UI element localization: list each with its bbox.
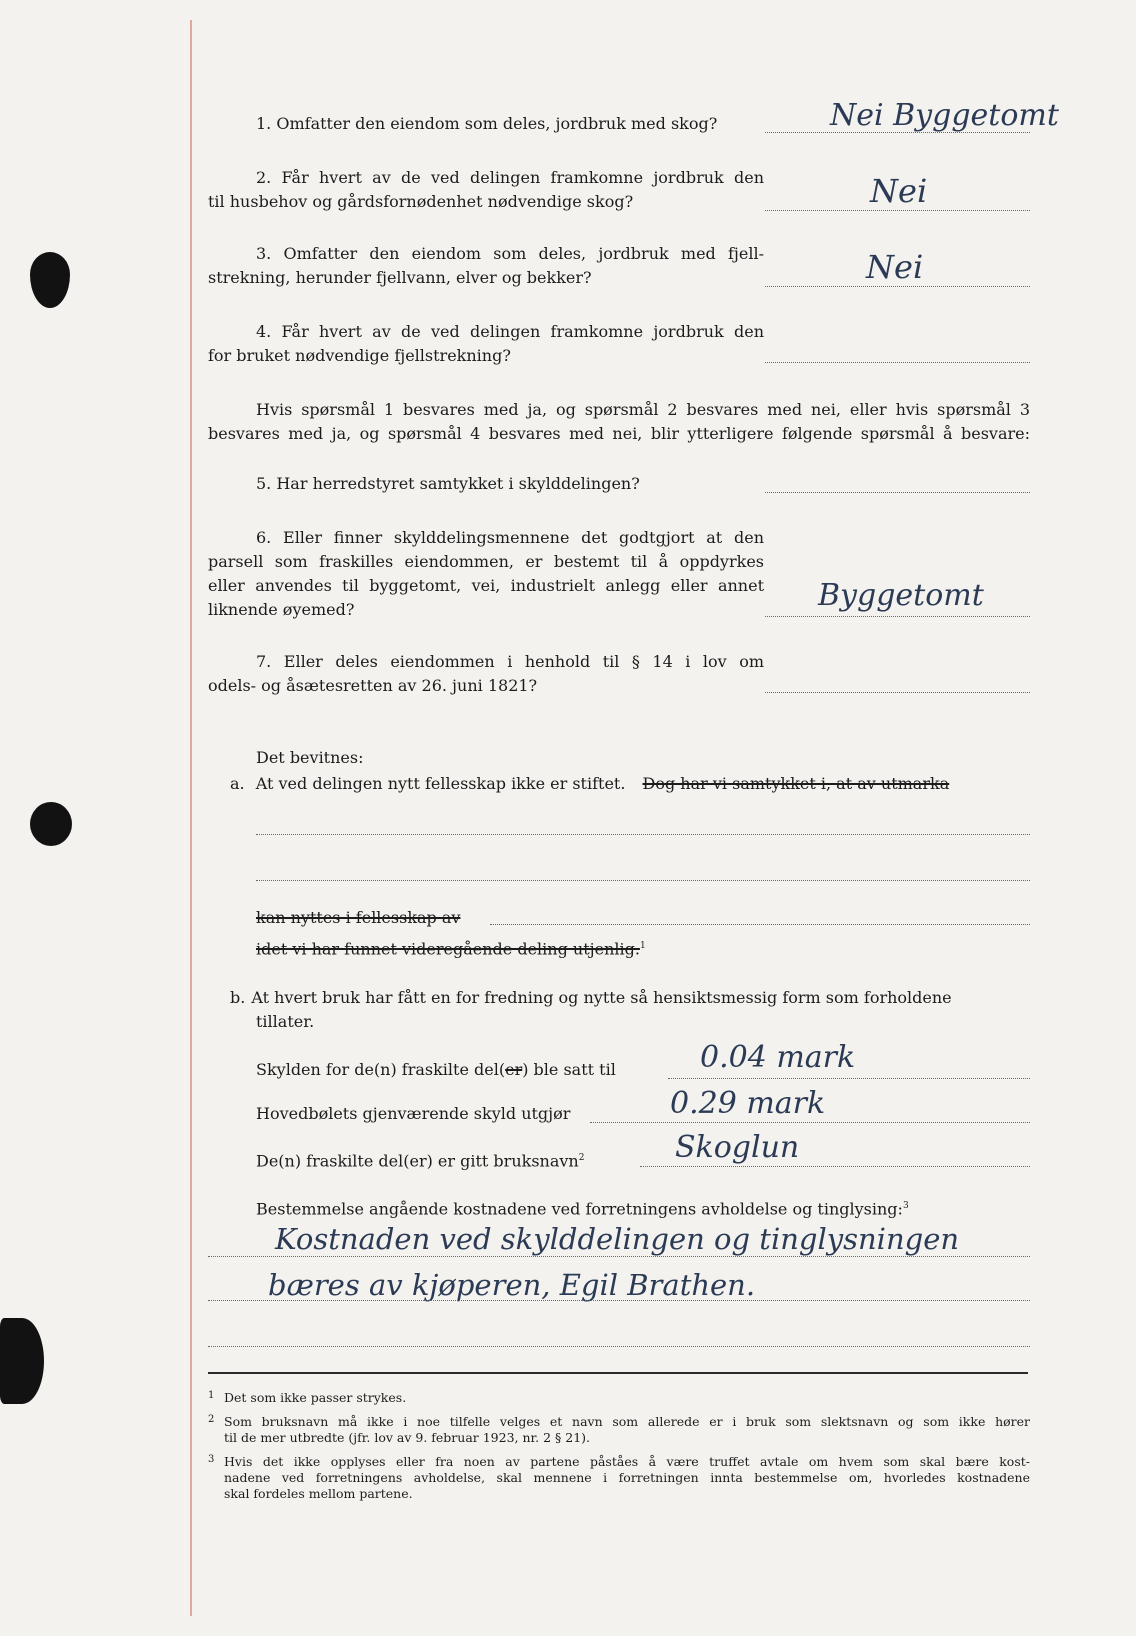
kost-label — [256, 1194, 909, 1221]
question-3-line1: 3. Omfatter den eiendom som deles, jordbruk med fjell- — [256, 244, 764, 263]
testimony-b-label: b. — [230, 988, 246, 1007]
question-2-line2: til husbehov og gårdsfornødenhet nødvendige skog? — [208, 192, 634, 211]
testimony-a-line-2 — [256, 880, 1030, 881]
answer-line-7 — [765, 692, 1030, 693]
footnote-3-num: 3 — [208, 1454, 215, 1465]
question-6-line4: liknende øyemed? — [208, 600, 355, 619]
kost-line2-handwritten: bæres av kjøperen, Egil Brathen. — [268, 1268, 756, 1302]
footnote-3-line3: skal fordeles mellom partene. — [224, 1486, 413, 1501]
question-3-line2: strekning, herunder fjellvann, elver og bekker? — [208, 268, 592, 287]
hoved-line — [590, 1122, 1030, 1123]
footnote-2-line2: til de mer utbredte (jfr. lov av 9. februar 1923, nr. 2 § 21). — [224, 1430, 590, 1445]
question-1-text: 1. Omfatter den eiendom som deles, jordbruk med skog? — [256, 114, 718, 133]
question-5-text: 5. Har herredstyret samtykket i skylddelingen? — [256, 474, 640, 493]
testimony-struck-2-line — [490, 924, 1030, 925]
answer-6-handwritten: Byggetomt — [818, 578, 984, 613]
footnote-ref-2: 2 — [578, 1153, 585, 1163]
testimony-struck-2-text: kan nyttes i fellesskap av — [256, 908, 461, 927]
question-6-line3: eller anvendes til byggetomt, vei, industrielt anlegg eller annet — [208, 576, 764, 595]
question-7-line1: 7. Eller deles eiendommen i henhold til § 14 i lov om — [256, 652, 764, 671]
punch-hole-bottom — [0, 1318, 44, 1404]
footnote-ref-1: 1 — [639, 941, 646, 951]
testimony-struck-3 — [256, 934, 646, 961]
answer-line-5 — [765, 492, 1030, 493]
testimony-b-line2: tillater. — [256, 1012, 315, 1031]
conditional-note — [208, 398, 1030, 446]
kost-label-text: Bestemmelse angående kostnadene ved forretningens avholdelse og tinglysing: — [256, 1199, 903, 1219]
conditional-note-line1: Hvis spørsmål 1 besvares med ja, og spørsmål 2 besvares med nei, eller hvis spørsmål 3 — [256, 400, 1030, 419]
testimony-a-text: At ved delingen nytt fellesskap ikke er stiftet. — [255, 774, 626, 793]
footnote-1-num: 1 — [208, 1390, 215, 1401]
question-4-line1: 4. Får hvert av de ved delingen framkomne jordbruk den — [256, 322, 764, 341]
testimony-a-line-1 — [256, 834, 1030, 835]
testimony-heading: Det bevitnes: — [256, 748, 364, 767]
footnote-2-num: 2 — [208, 1414, 215, 1425]
punch-hole-middle — [30, 802, 72, 846]
footnote-ref-3: 3 — [902, 1201, 909, 1211]
answer-line-6 — [765, 616, 1030, 617]
skyld-value-handwritten: 0.04 mark — [700, 1040, 856, 1075]
testimony-struck-2 — [256, 906, 460, 930]
question-7 — [208, 650, 764, 698]
answer-line-4 — [765, 362, 1030, 363]
question-3 — [208, 242, 764, 290]
skyld-label-post: ) ble satt til — [522, 1060, 616, 1079]
footnote-1 — [208, 1390, 1030, 1406]
footnote-3 — [208, 1454, 1030, 1502]
skyld-label-struck: er — [505, 1060, 523, 1079]
skyld-line — [668, 1078, 1030, 1079]
footnote-1-line1: Det som ikke passer strykes. — [224, 1390, 407, 1405]
footnote-2-line1: Som bruksnavn må ikke i noe tilfelle velges et navn som allerede er i bruk som slektsnavn og som ikke hører — [224, 1414, 1030, 1429]
question-4 — [208, 320, 764, 368]
navn-label-text: De(n) fraskilte del(er) er gitt bruksnavn — [256, 1151, 579, 1171]
kost-line-3 — [208, 1346, 1030, 1347]
kost-line1-handwritten: Kostnaden ved skylddelingen og tinglysningen — [275, 1222, 960, 1256]
footnote-3-line2: nadene ved forretningens avholdelse, skal mennene i forretningen innta bestemmelse om, hvorledes kostnadene — [224, 1470, 1030, 1485]
navn-value-handwritten: Skoglun — [675, 1130, 800, 1165]
question-6-line2: parsell som fraskilles eiendommen, er bestemt til å oppdyrkes — [208, 552, 764, 571]
testimony-a-struck: Dog har vi samtykket i, at av utmarka — [642, 774, 950, 793]
conditional-note-line2: besvares med ja, og spørsmål 4 besvares med nei, blir ytterligere følgende spørsmål å besvare: — [208, 424, 1030, 443]
testimony-b — [230, 986, 1030, 1034]
footnote-3-line1: Hvis det ikke opplyses eller fra noen av partene påståes å være truffet avtale om hvem som skal bære kost- — [224, 1454, 1030, 1469]
question-2-line1: 2. Får hvert av de ved delingen framkomne jordbruk den — [256, 168, 764, 187]
navn-label — [256, 1146, 584, 1173]
answer-line-3 — [765, 286, 1030, 287]
testimony-a — [230, 772, 949, 796]
question-6 — [208, 526, 764, 622]
answer-3-handwritten: Nei — [866, 248, 924, 286]
question-5 — [256, 472, 640, 496]
question-7-line2: odels- og åsætesretten av 26. juni 1821? — [208, 676, 538, 695]
answer-1-handwritten: Nei Byggetomt — [830, 98, 1059, 133]
footnote-2 — [208, 1414, 1030, 1446]
question-1 — [256, 112, 717, 136]
footnote-separator — [208, 1372, 1028, 1374]
kost-line-1 — [208, 1256, 1030, 1257]
question-2 — [208, 166, 764, 214]
testimony-a-label: a. — [230, 774, 245, 793]
hoved-value-handwritten: 0.29 mark — [670, 1086, 826, 1121]
punch-hole-top — [30, 252, 70, 308]
skyld-label-pre: Skylden for de(n) fraskilte del( — [256, 1060, 506, 1079]
navn-line — [640, 1166, 1030, 1167]
testimony-struck-3-text: idet vi har funnet videregående deling utjenlig. — [256, 939, 640, 959]
answer-2-handwritten: Nei — [870, 172, 928, 210]
testimony-b-line1: At hvert bruk har fått en for fredning og nytte så hensiktsmessig form som forholdene — [251, 988, 952, 1007]
hoved-label: Hovedbølets gjenværende skyld utgjør — [256, 1104, 571, 1123]
skyld-label — [256, 1058, 616, 1082]
kost-line-2 — [208, 1300, 1030, 1301]
margin-line — [190, 20, 192, 1616]
answer-line-2 — [765, 210, 1030, 211]
question-4-line2: for bruket nødvendige fjellstrekning? — [208, 346, 511, 365]
question-6-line1: 6. Eller finner skylddelingsmennene det godtgjort at den — [256, 528, 764, 547]
